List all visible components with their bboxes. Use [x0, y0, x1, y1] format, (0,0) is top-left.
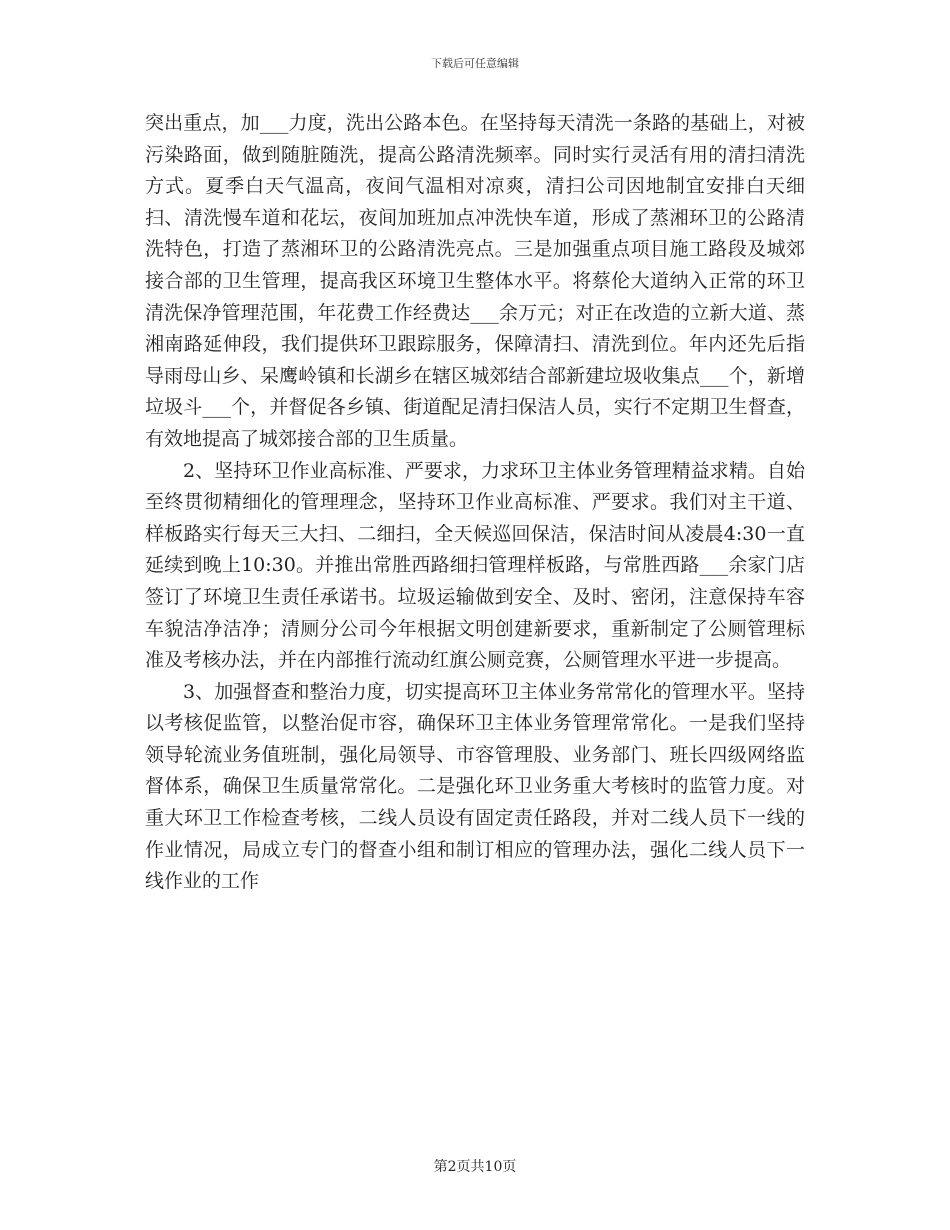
document-body [145, 108, 805, 898]
paragraph-1: 突出重点，加___力度，洗出公路本色。在坚持每天清洗一条路的基础上，对被污染路面，做到随脏随洗，提高公路清洗频率。同时实行灵活有用的清扫清洗方式。夏季白天气温高，夜间气温相对凉爽，清扫公司因地制宜安排白天细扫、清洗慢车道和花坛，夜间加班加点冲洗快车道，形成了蒸湘环卫的公路清洗特色，打造了蒸湘环卫的公路清洗亮点。三是加强重点项目施工路段及城郊接合部的卫生管理，提高我区环境卫生整体水平。将蔡伦大道纳入正常的环卫清洗保净管理范围，年花费工作经费达___余万元；对正在改造的立新大道、蒸湘南路延伸段，我们提供环卫跟踪服务，保障清扫、清洗到位。年内还先后指导雨母山乡、呆鹰岭镇和长湖乡在辖区城郊结合部新建垃圾收集点___个，新增垃圾斗___个，并督促各乡镇、街道配足清扫保洁人员，实行不定期卫生督查，有效地提高了城郊接合部的卫生质量。 [145, 112, 805, 450]
paragraph-2: 2、坚持环卫作业高标准、严要求，力求环卫主体业务管理精益求精。自始至终贯彻精细化的管理理念，坚持环卫作业高标准、严要求。我们对主干道、样板路实行每天三大扫、二细扫，全天候巡回保洁，保洁时间从凌晨4:30一直延续到晚上10:30。并推出常胜西路细扫管理样板路，与常胜西路___余家门店签订了环境卫生责任承诺书。垃圾运输做到安全、及时、密闭，注意保持车容车貌洁净洁净；清厕分公司今年根据文明创建新要求，重新制定了公厕管理标准及考核办法，并在内部推行流动红旗公厕竞赛，公厕管理水平进一步提高。 [145, 459, 805, 672]
page-header: 下载后可任意编辑 [431, 57, 519, 70]
page-number: 第2页共10页 [433, 1159, 517, 1175]
paragraph-3: 3、加强督查和整治力度，切实提高环卫主体业务常常化的管理水平。坚持以考核促监管，以整治促市容，确保环卫主体业务管理常常化。一是我们坚持领导轮流业务值班制，强化局领导、市容管理股、业务部门、班长四级网络监督体系，确保卫生质量常常化。二是强化环卫业务重大考核时的监管力度。对重大环卫工作检查考核，二线人员设有固定责任路段，并对二线人员下一线的作业情况，局成立专门的督查小组和制订相应的管理办法，强化二线人员下一线作业的工作 [145, 680, 805, 893]
